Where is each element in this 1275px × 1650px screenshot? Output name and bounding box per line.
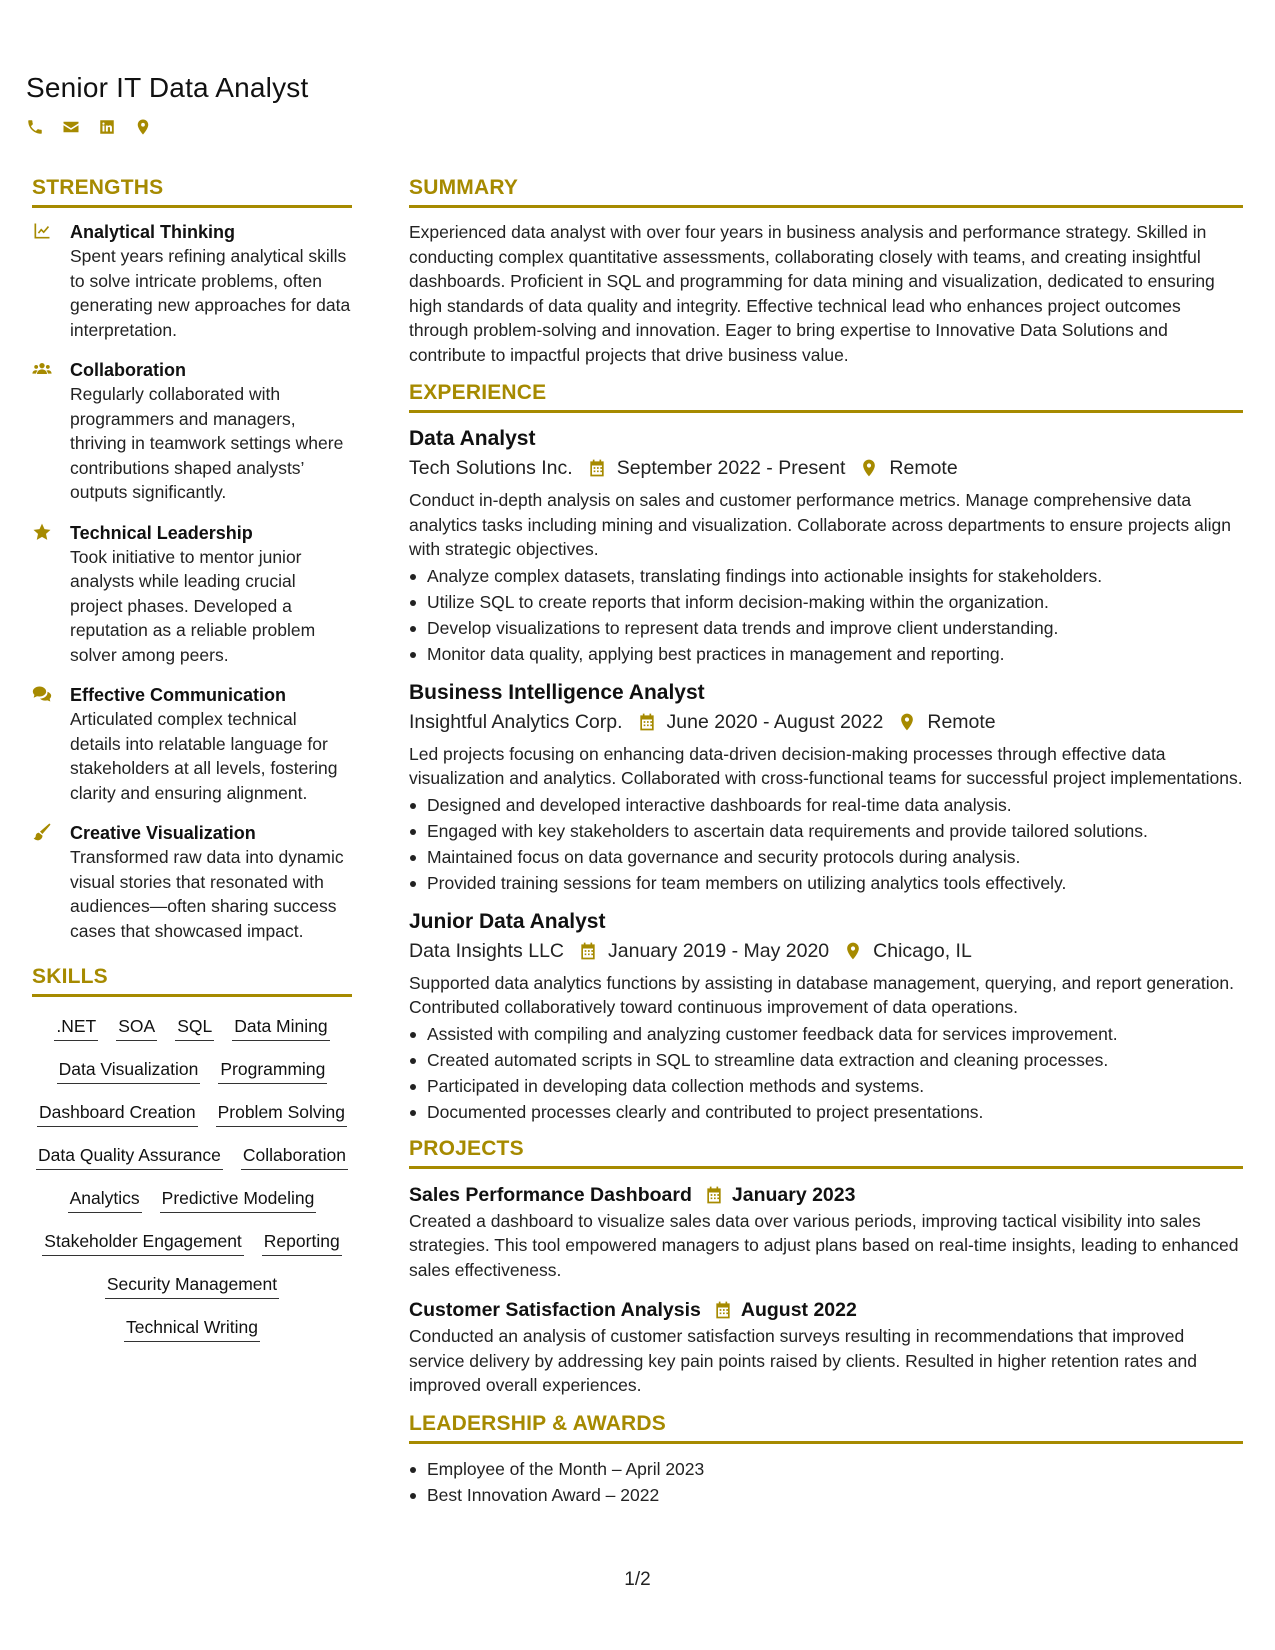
project-date: August 2022 [740,1299,857,1321]
awards-heading: LEADERSHIP & AWARDS [409,1412,1243,1444]
strength-description: Regularly collaborated with programmers and managers, thriving in teamwork settings where contributions shaped analysts’ outputs significantly. [70,384,344,502]
company-name: Tech Solutions Inc. [409,457,573,479]
skill-tag: Reporting [262,1230,342,1256]
skill-tag: Analytics [68,1187,142,1213]
list-item: Develop visualizations to represent data trends and improve client understanding. [409,615,1243,641]
strengths-heading: STRENGTHS [32,176,352,208]
strength-title: Technical Leadership [70,522,253,543]
skills-heading: SKILLS [32,965,352,997]
calendar-icon [578,941,598,961]
project-title: Customer Satisfaction Analysis [409,1299,701,1321]
strength-description: Took initiative to mentor junior analysts while leading crucial project phases. Developed a reputation as a reliable problem solver among peers. [70,546,316,665]
job-bullets [409,792,1243,896]
phone-icon[interactable] [26,118,44,136]
skill-tag: Problem Solving [216,1101,347,1127]
strength-item [32,821,352,943]
list-item: Maintained focus on data governance and security protocols during analysis. [409,844,1243,870]
skill-tag: Dashboard Creation [37,1101,198,1127]
calendar-icon [704,1185,724,1205]
strength-title: Collaboration [70,360,186,380]
linkedin-icon[interactable] [98,118,116,136]
candidate-name: Senior IT Data Analyst [26,72,309,103]
paintbrush-icon [32,822,70,842]
list-item: Monitor data quality, applying best practices in management and reporting. [409,641,1243,667]
projects-heading: PROJECTS [409,1137,1243,1169]
awards-list [409,1456,1243,1508]
job-bullets [409,1021,1243,1125]
list-item: Engaged with key stakeholders to ascertain data requirements and provide tailored solutions. [409,818,1243,844]
company-name: Data Insights LLC [409,939,565,962]
list-item: Created automated scripts in SQL to streamline data extraction and cleaning processes. [409,1047,1243,1073]
list-item: Designed and developed interactive dashboards for real-time data analysis. [409,792,1243,818]
project-header [409,1296,1243,1324]
summary-text: Experienced data analyst with over four years in business analysis and performance strategy. Skilled in conducting complex quantitative assessments, collaborating closely with teams, and creating insightful dashboards. Proficient in SQL and programming for data mining and visualization, dedicated to ensuring high standards of data quality and integrity. Effective technical lead who enhances project outcomes through problem-solving and innovation. Eager to bring expertise to Innovative Data Solutions and contribute to impactful projects that drive business value. [409,222,1215,365]
list-item: Analyze complex datasets, translating findings into actionable insights for stakeholders. [409,563,1243,589]
list-item: Assisted with compiling and analyzing customer feedback data for services improvement. [409,1021,1243,1047]
experience-heading: EXPERIENCE [409,381,1243,413]
strength-item [32,521,352,668]
job-entry [409,425,1243,667]
calendar-icon [587,458,607,478]
list-item: Participated in developing data collection methods and systems. [409,1073,1243,1099]
skill-tag: Collaboration [241,1144,348,1170]
list-item: Employee of the Month – April 2023 [409,1456,1243,1482]
location-pin-icon [859,458,879,478]
job-location: Remote [927,710,996,733]
comments-icon [32,684,70,704]
strength-description: Articulated complex technical details into relatable language for stakeholders at all levels, fostering clarity and ensuring alignment. [70,709,338,803]
skill-tag: Security Management [105,1273,279,1299]
list-item: Documented processes clearly and contributed to project presentations. [409,1099,1243,1125]
strength-description: Transformed raw data into dynamic visual stories that resonated with audiences—often sharing success cases that showcased impact. [70,847,344,941]
job-meta [409,453,1243,483]
resume-header [26,72,308,136]
project-date: January 2023 [731,1183,856,1206]
summary-heading: SUMMARY [409,176,1243,208]
skill-tag: Data Quality Assurance [36,1144,223,1170]
location-pin-icon [843,941,863,961]
job-location: Remote [889,457,958,479]
job-dates: September 2022 - Present [616,457,846,479]
job-description: Supported data analytics functions by assisting in database management, querying, and report generation. Contributed collaboratively toward continuous improvement of data operations. [409,972,1234,1017]
list-item: Utilize SQL to create reports that inform decision-making within the organization. [409,589,1243,615]
users-icon [32,359,70,379]
right-column [409,176,1243,1508]
list-item: Provided training sessions for team members on utilizing analytics tools effectively. [409,870,1243,896]
skill-tag: Predictive Modeling [160,1187,317,1213]
job-location: Chicago, IL [873,939,972,962]
skill-tag: .NET [54,1015,98,1041]
job-description: Conduct in-depth analysis on sales and customer performance metrics. Manage comprehensive data analytics tasks including mining and visualization. Collaborate across departments to ensure projects align with strategic objectives. [409,490,1231,559]
job-entry [409,908,1243,1125]
job-dates: January 2019 - May 2020 [608,939,830,962]
skill-tag: Data Mining [232,1015,329,1041]
job-meta [409,936,1243,966]
calendar-icon [713,1300,733,1320]
star-icon [32,522,70,542]
project-description: Conducted an analysis of customer satisfaction surveys resulting in recommendations that improved service delivery by addressing key pain points raised by clients. Resulted in higher retention rates and improved overall experiences. [409,1326,1197,1395]
left-column [32,176,352,1342]
job-entry [409,679,1243,896]
location-pin-icon [897,712,917,732]
strength-item [32,220,352,342]
strength-title: Effective Communication [70,685,287,705]
skills-list [32,1009,352,1342]
project-entry [409,1181,1243,1283]
job-title: Junior Data Analyst [409,909,606,933]
calendar-icon [637,712,657,732]
project-entry [409,1296,1243,1398]
strength-title: Analytical Thinking [70,222,236,242]
page-number: 1/2 [624,1569,651,1590]
chart-line-icon [32,221,70,241]
skill-tag: Technical Writing [124,1316,260,1342]
skill-tag: Data Visualization [57,1058,201,1084]
strength-title: Creative Visualization [70,823,256,843]
strength-description: Spent years refining analytical skills to solve intricate problems, often generating new approaches for data interpretation. [70,246,351,340]
job-title: Data Analyst [409,427,536,450]
job-meta [409,707,1243,737]
strength-item [32,683,352,805]
project-title: Sales Performance Dashboard [409,1183,692,1206]
skill-tag: Programming [218,1058,327,1084]
envelope-icon[interactable] [62,118,80,136]
project-header [409,1181,1243,1209]
location-pin-icon[interactable] [134,118,152,136]
job-dates: June 2020 - August 2022 [666,710,884,733]
skill-tag: SOA [116,1015,157,1041]
list-item: Best Innovation Award – 2022 [409,1482,1243,1508]
skill-tag: Stakeholder Engagement [42,1230,244,1256]
strength-item [32,358,352,505]
contact-icons [26,118,308,136]
job-description: Led projects focusing on enhancing data-driven decision-making processes through effective data visualization and analytics. Collaborated with cross-functional teams for successful project implementations. [409,743,1243,788]
job-title: Business Intelligence Analyst [409,680,705,704]
skill-tag: SQL [175,1015,214,1041]
job-bullets [409,563,1243,667]
project-description: Created a dashboard to visualize sales data over various periods, improving tactical visibility into sales strategies. This tool empowered managers to adjust plans based on real-time insights, leading to enhanced sales effectiveness. [409,1210,1239,1280]
company-name: Insightful Analytics Corp. [409,710,623,733]
